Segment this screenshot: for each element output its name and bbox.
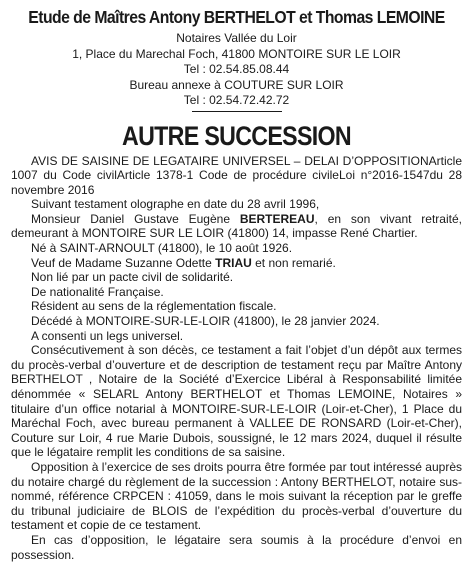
contact-line: Tel : 02.54.85.08.44 [11,62,462,78]
paragraph: A consenti un legs universel. [11,329,462,344]
contact-line: 1, Place du Marechal Foch, 41800 MONTOIRE SUR LE LOIR [11,47,462,63]
contact-line: Bureau annexe à COUTURE SUR LOIR [11,78,462,94]
paragraph: Opposition à l’exercice de ses droits pourra être formée par tout intéressé auprès du notaire chargé du règlement de la succession : Antony BERTHELOT, notaire sus-nommé, référence CRPCEN : 41059, dans le mois suivant la réception par le greffe du tribunal judiciaire de BLOIS de l’expédition du procès-verbal d’ouverture du testament et copie de ce testament. [11,460,462,533]
paragraph: Né à SAINT-ARNOULT (41800), le 10 août 1926. [11,241,462,256]
contact-line: Tel : 02.54.72.42.72 [11,93,462,109]
paragraph [11,212,462,241]
text-run: et non remarié. [252,256,336,270]
text-run: Veuf de Madame Suzanne Odette [31,256,215,270]
divider [192,111,282,112]
contact-line: Notaires Vallée du Loir [11,31,462,47]
notice-title: AUTRE SUCCESSION [43,120,431,152]
paragraph: Consécutivement à son décès, ce testament a fait l’objet d’un dépôt aux termes du procès-verbal d’ouverture et de description de testament reçu par Maître Antony BERTHELOT , Notaire de la Société d’Exercice Libéral à Responsabilité limitée dénommée « SELARL Antony BERTHELOT et Thomas LEMOINE, Notaires » titulaire d’un office notarial à MONTOIRE-SUR-LE-LOIR (Loir-et-Cher), 1 Place du Maréchal Foch, avec bureau permanent à VALLEE DE RONSARD (Loir-et-Cher), Couture sur Loir, 4 rue Marie Dubois, soussigné, le 12 mars 2024, duquel il résulte que le légataire remplit les conditions de sa saisine. [11,343,462,460]
paragraph: Résident au sens de la réglementation fiscale. [11,299,462,314]
contact-block [11,31,462,109]
text-run: Monsieur Daniel Gustave Eugène [31,212,240,226]
firm-title: Etude de Maîtres Antony BERTHELOT et Thomas LEMOINE [16,6,458,28]
surname: TRIAU [215,256,252,270]
text-run: , en son vivant retraité, demeurant à MONTOIRE SUR LE LOIR (41800) 14, impasse René Chartier. [11,212,462,241]
paragraph [11,256,462,271]
paragraph: Non lié par un pacte civil de solidarité. [11,270,462,285]
surname: BERTEREAU [240,212,315,226]
paragraph: Décédé à MONTOIRE-SUR-LE-LOIR (41800), le 28 janvier 2024. [11,314,462,329]
notice-body [11,154,462,562]
paragraph: De nationalité Française. [11,285,462,300]
paragraph: AVIS DE SAISINE DE LEGATAIRE UNIVERSEL – DELAI D’OPPOSITIONArticle 1007 du Code civilArticle 1378-1 Code de procédure civileLoi n°2016-1547du 28 novembre 2016 [11,154,462,198]
paragraph: Suivant testament olographe en date du 28 avril 1996, [11,197,462,212]
paragraph: En cas d’opposition, le légataire sera soumis à la procédure d’envoi en possession. [11,533,462,562]
